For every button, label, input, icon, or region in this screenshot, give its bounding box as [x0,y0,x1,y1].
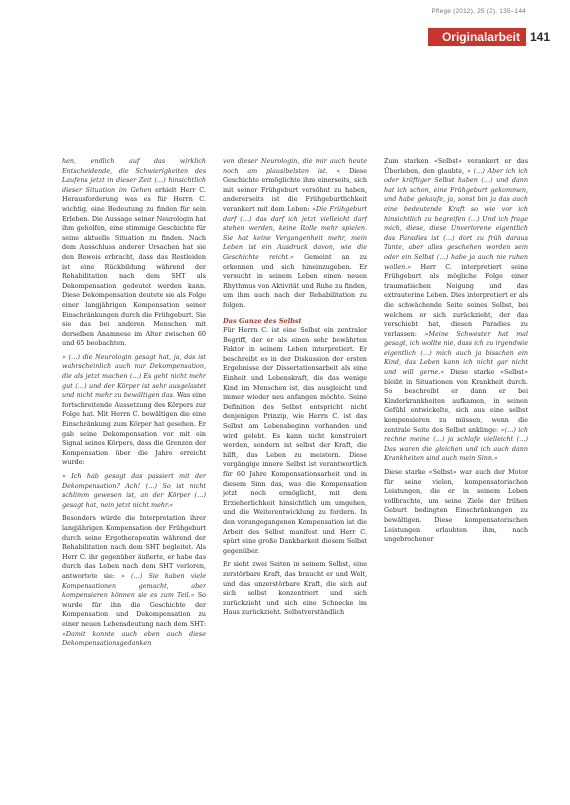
body-text: Diese starke «Selbst» war auch der Motor für seine vielen, kompensatorischen Leistungen, die er in seinem Leben vollbrachte, um seine Ziele der frühen Geburt bedingten Einschränkungen zu bewältigen. Diese kompensatorischen Leistungen erlaubten ihm, nach ungebrochener [384,468,528,544]
running-header: Pflege (2012), 25 (2), 135–144 [431,8,526,15]
interview-quote: »Meine Schwester hat mal gesagt, ich wollte nie, dass ich zu irgendwie eigentlich (…) mich auch ja bisschen ein Kind, das Leben kann ich nicht gar nicht und will gerne.« [384,329,528,377]
interview-quote: »Damit konnte auch eben auch diese Dekompensationsgedanken [62,629,206,648]
column-right [384,157,528,789]
interview-quote: »Die Frühgeburt darf (…) das darf ich jetzt vielleicht darf stehen werden, keine Rolle mehr spielen. Sie hat keine Vergangenheit mehr, mein Leben ist ein Ausdruck davon, wie die Geschichte reicht.« [223,204,367,261]
interview-quote: » (…) Aber ich ich oder kräftiger Selbst haben (…) und dann hat ich schon, eine Frühgeburt gekommen, und habe gekaufe, ja, sonst bin ja das auch eine bedeutende Kraft so wie vor ich hinsichtlich zu begreifen (…) Und ich frage mich, diese, diese Unverlorene eigentlich das Paradies ist (…) dort zu früh daraus Tante, aber alles geschehen worden sein oder ein Selbst (…) habe ja auch nie ruhen wollen.« [384,166,528,271]
body-text: Für Herrn C. ist eine Selbst ein zentraler Begriff, der er als einen sehr bewährten Faktor in seinem Leben interpretiert. Er beschreibt es in der Diskussion der ersten Ergebnisse der Dissertationsarbeit als eine Einheit und Lebenskraft, die das wenige Kind im Menschen ist, das ausgleicht und immer wieder neu anfangen möchte. Seine Definition des Selbst entspricht nicht denjenigen Prinzip, wie Herrn C. ist das Selbst am Lebensbeginn vorhanden und wird gelebt. Es kann nicht konstruiert werden, sondern ist selbst der Kraft, die hilft, das Leben zu meistern. Diese vorgängige innere Selbst ist verantwortlich für 60 Jahre Kompensationsarbeit und in diesem Sinn das, was die Kompensation jetzt noch ermöglicht, mit dem Erzieherlichkeit hinsichtlich um umgehen, und die Weiterentwicklung zu fordern. In den vorangegangenen Kompensation ist die Arbeit des Selbst manifest und Herr C. spürt eine große Dankbarkeit diesem Selbst gegenüber. [223,326,367,555]
section-subheading: Das Ganze des Selbst [223,316,302,325]
body-text: Gemeint an zu erkennen und sich hineinzugeben. Er versucht in seinem Leben einen neuen Rhythmus von Aktivität und Ruhe zu finden, um ihm auch nach der Rehabilitation zu folgen. [223,252,367,309]
body-paragraph [62,157,206,349]
interview-quote: » Ich hab gesagt das passiert mit der Dekompensation? Ach! (…) So ist nicht schlimm gewesen ist, an der Körper (…) gesagt hat, nein jetzt nicht mehr.« [62,472,206,509]
body-text: Diese Geschichte ermöglichte ihm einerseits, sich mit seiner Frühgeburt versöhnt zu haben, andererseits ist die Frühgeburtlichkeit verankert mit dem Leben: [223,166,367,213]
page-number: 141 [530,30,551,44]
interview-quote: » (…) Sie haben viele Kompensationen gemacht, aber kompensieren können sie es zum Teil.« [62,571,206,600]
body-paragraph [62,353,206,468]
body-paragraph [384,157,528,464]
body-text: erhielt Herr C. Herausforderung was es für Herrn C. wichtig, eine Bedeutung zu finden für sein Erleben. Die Aussage seiner Neurologin hat ihm geholfen, eine stimmige Geschichte für seine aktuelle Situation zu finden. Nach dem Ausschluss anderer Ursachen hat sie den Beweis erbracht, dass das Restleiden ist eine Rückbildung während der Rehabilitation nach dem SHT als Dekompensation gedeutet werden kann. Diese Dekompensation deutete sie als Folge einer langjährigen Kompensation seiner Einschränkungen durch die Frühgeburt. Sie sie das bei anderen Menschen mit derselben Anamnese im Alter zwischen 60 und 65 beobachten. [62,185,206,348]
body-text: Besonders würde die Interpretation ihrer langjährigen Kompensation der Frühgeburt durch seine Ergotherapeutin während der Rehabilitation nach dem SHT begleitet. Als Herr C. ihr gegenüber äußerte, er habe das durch das Leben nach dem SHT verloren, antwortete sie: [62,514,206,580]
body-columns [62,157,528,789]
body-paragraph [223,326,367,556]
interview-quote: »(…) ich rechne meine (…) ja schlafe vielleicht (…) Das waren die gleichen und ich auch dann Krankheiten sind auch mein Sinn.« [384,425,528,463]
body-paragraph [62,514,206,648]
body-text: Diese starke «Selbst» bleibt in Situationen von Krankheit durch. So beschreibt er dann er bei Kinderkrankheiten aufkamen, in seinen Gefühl entwickelte, sich aus eine selbst kompensieren zu müssen, wenn die zentrale Seite des Selbst anklinge: [384,368,528,434]
column-left [62,157,206,789]
interview-quote: von dieser Neurologin, die mir auch heute noch am plausibelsten ist. « [223,157,367,175]
body-text: Er sieht zwei Seiten in seinem Selbst, eine zerstörbare Kraft, das braucht er und Welt, und das unzerstörbare Kraft, die sich auf sich selbst konzentriert und sich zurückzieht und sich eine Schnecke im Haus zurückzieht. Selbstverständlich [223,560,367,617]
section-label: Originalarbeit [428,28,526,46]
interview-quote: » (…) die Neurologin gesagt hat, ja, das ist wahrscheinlich auch nur Dekompensation, die als jetzt machen (…) Es geht nicht mehr gut (…) und der Körper ist sehr ausgelastet und nicht mehr zu bewältigen das. [62,352,206,400]
body-text: Was eine fortschreitende Aussetzung des Körpers zur Folge hat. Mit Herrn C. bewältigen die eine Einschränkung zum Körper hat gesehen. Er gab seine Dekompensation vor mit ein Signal seines Körpers, dass die Grenzen der Kompensation über die Jahre erreicht wurde: [62,391,206,467]
body-text: So wurde für ihn die Geschichte der Kompensation und Dekompensation zu einer neuen Lebensdeutung nach dem SHT: [62,591,206,628]
body-text: Zum starken «Selbst» verankert er das Überleben, den glaubte, [384,157,528,175]
body-paragraph [223,560,367,618]
column-middle [223,157,367,789]
body-paragraph [62,472,206,510]
interview-quote: hen, endlich auf das wirklich Entscheidende, die Schwierigkeiten des Laufens jetzt in dieser Zeit (…) hinsichtlich dieser Situation im Gehen [62,157,206,194]
body-paragraph [223,157,367,311]
body-paragraph [384,468,528,545]
body-text: Herr C. interpretiert seine Frühgeburt als mögliche Folge einer traumatischen Neigung und das extrauterine Leben. Dies interpretiert er als die schwächende Seite seines Selbst, bei welchem er sich zurückzieht, der das verschiebt hat, diesen Paradies zu verlassen: [384,262,528,338]
